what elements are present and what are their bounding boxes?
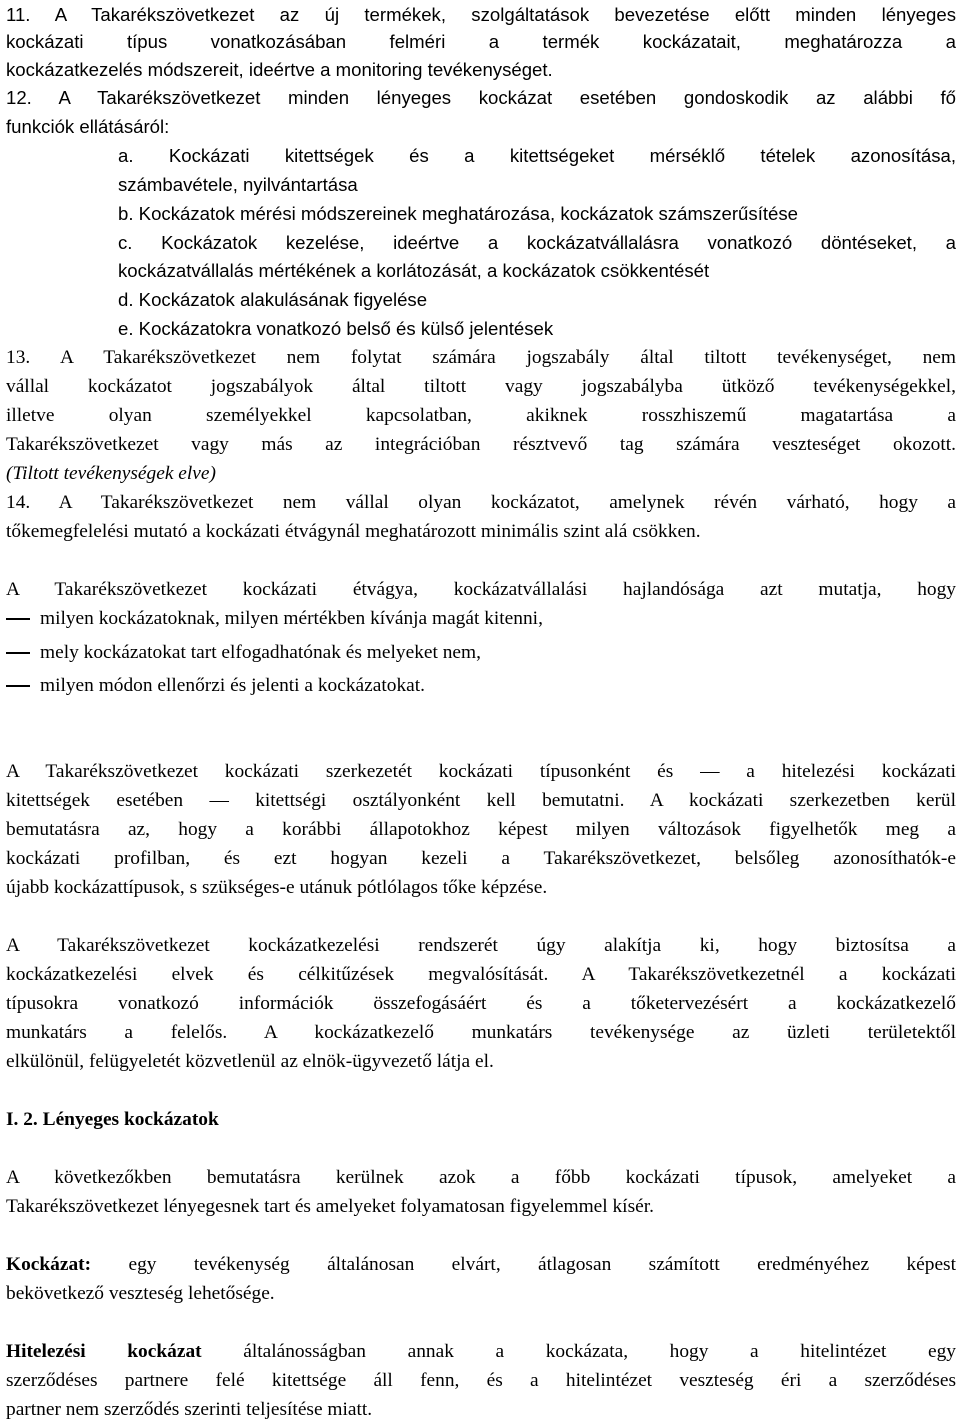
system-line-3: típusokra vonatkozó információk összefogásáért és a tőketervezésért a kockázatkezelő	[6, 993, 956, 1014]
item-11-line-3: kockázatkezelés módszereit, ideértve a monitoring tevékenységet.	[6, 59, 553, 80]
item-11-line-1: 11. A Takarékszövetkezet az új termékek, szolgáltatások bevezetése előtt minden lényeges	[6, 4, 956, 25]
system-line-2: kockázatkezelési elvek és célkitűzések megvalósítását. A Takarékszövetkezetnél a kockázati	[6, 964, 956, 985]
section-heading: I. 2. Lényeges kockázatok	[6, 1109, 219, 1130]
item-13-line-3: illetve olyan személyekkel kapcsolatban, akiknek rosszhiszemű magatartása a	[6, 405, 956, 426]
dash-bullet	[6, 685, 30, 687]
appetite-dash-item-3	[6, 671, 956, 700]
system-line-1: A Takarékszövetkezet kockázatkezelési rendszerét úgy alakítja ki, hogy biztosítsa a	[6, 935, 956, 956]
credit-risk-line-3: partner nem szerződés szerinti teljesítése miatt.	[6, 1399, 373, 1420]
structure-line-2: kitettségek esetében — kitettségi osztályonként kell bemutatni. A kockázati szerkezetben kerül	[6, 790, 956, 811]
structure-line-3: bemutatásra az, hogy a korábbi állapotokhoz képest milyen változások figyelhetők meg a	[6, 819, 956, 840]
risk-term: Kockázat:	[6, 1254, 92, 1275]
subitem-c-line-2: kockázatvállalás mértékének a korlátozását, a kockázatok csökkentését	[118, 260, 710, 281]
item-14-line-1: 14. A Takarékszövetkezet nem vállal olyan kockázatot, amelynek révén várható, hogy a	[6, 492, 956, 513]
risk-definition-text-1: egy tevékenység általánosan elvárt, átlagosan számított eredményéhez képest	[128, 1254, 956, 1275]
subitem-c-line-1: c. Kockázatok kezelése, ideértve a kockázatvállalásra vonatkozó döntéseket, a	[118, 232, 956, 253]
item-13-line-4: Takarékszövetkezet vagy más az integrációban résztvevő tag számára veszteséget okozott.	[6, 434, 956, 455]
intro-line-1: A következőkben bemutatásra kerülnek azok a főbb kockázati típusok, amelyeket a	[6, 1167, 956, 1188]
intro-line-2: Takarékszövetkezet lényegesnek tart és amelyeket folyamatosan figyelemmel kísér.	[6, 1196, 654, 1217]
subitem-d: d. Kockázatok alakulásának figyelése	[118, 289, 428, 310]
risk-definition-line-1	[6, 1250, 956, 1279]
item-14-line-2: tőkemegfelelési mutató a kockázati étvágynál meghatározott minimális szint alá csökken.	[6, 521, 701, 542]
credit-risk-line-2: szerződéses partnere felé kitettsége áll fenn, és a hitelintézet veszteség éri a szerződéses	[6, 1370, 956, 1391]
appetite-dash-text-3: milyen módon ellenőrzi és jelenti a kockázatokat.	[40, 675, 425, 696]
risk-definition-line-2: bekövetkező veszteség lehetősége.	[6, 1283, 275, 1304]
subitem-a-line-2: számbavétele, nyilvántartása	[118, 174, 358, 195]
appetite-dash-text-1: milyen kockázatoknak, milyen mértékben kívánja magát kitenni,	[40, 608, 543, 629]
item-12-line-1: 12. A Takarékszövetkezet minden lényeges kockázat esetében gondoskodik az alábbi fő	[6, 87, 956, 108]
item-11-line-2: kockázati típus vonatkozásában felméri a termék kockázatait, meghatározza a	[6, 31, 956, 52]
appetite-dash-item-2	[6, 638, 956, 667]
system-line-5: elkülönül, felügyeletét közvetlenül az elnök-ügyvezető látja el.	[6, 1051, 494, 1072]
credit-risk-line-1	[6, 1337, 956, 1366]
item-12-line-2: funkciók ellátásáról:	[6, 116, 170, 137]
credit-risk-text-1: általánosságban annak a kockázata, hogy a hitelintézet egy	[243, 1341, 956, 1362]
structure-line-1: A Takarékszövetkezet kockázati szerkezetét kockázati típusonként és — a hitelezési kockázati	[6, 761, 956, 782]
subitem-e: e. Kockázatokra vonatkozó belső és külső jelentések	[118, 318, 554, 339]
item-13-line-2: vállal kockázatot jogszabályok által tiltott vagy jogszabályba ütköző tevékenységekkel,	[6, 376, 956, 397]
structure-line-5: újabb kockázattípusok, s szükséges-e utánuk pótlólagos tőke képzése.	[6, 877, 548, 898]
structure-line-4: kockázati profilban, és ezt hogyan kezeli a Takarékszövetkezet, belsőleg azonosíthatók-e	[6, 848, 956, 869]
appetite-dash-text-2: mely kockázatokat tart elfogadhatónak és melyeket nem,	[40, 642, 481, 663]
subitem-b: b. Kockázatok mérési módszereinek meghatározása, kockázatok számszerűsítése	[118, 203, 799, 224]
dash-bullet	[6, 618, 30, 620]
system-line-4: munkatárs a felelős. A kockázatkezelő munkatárs tevékenysége az üzleti területektől	[6, 1022, 956, 1043]
item-13-line-5: (Tiltott tevékenységek elve)	[6, 463, 216, 484]
credit-risk-term: Hitelezési kockázat	[6, 1341, 202, 1362]
subitem-a-line-1: a. Kockázati kitettségek és a kitettségeket mérséklő tételek azonosítása,	[118, 145, 956, 166]
appetite-dash-item-1	[6, 604, 956, 633]
dash-bullet	[6, 652, 30, 654]
item-13-line-1: 13. A Takarékszövetkezet nem folytat számára jogszabály által tiltott tevékenységet, nem	[6, 347, 956, 368]
appetite-intro: A Takarékszövetkezet kockázati étvágya, kockázatvállalási hajlandósága azt mutatja, hogy	[6, 579, 956, 600]
